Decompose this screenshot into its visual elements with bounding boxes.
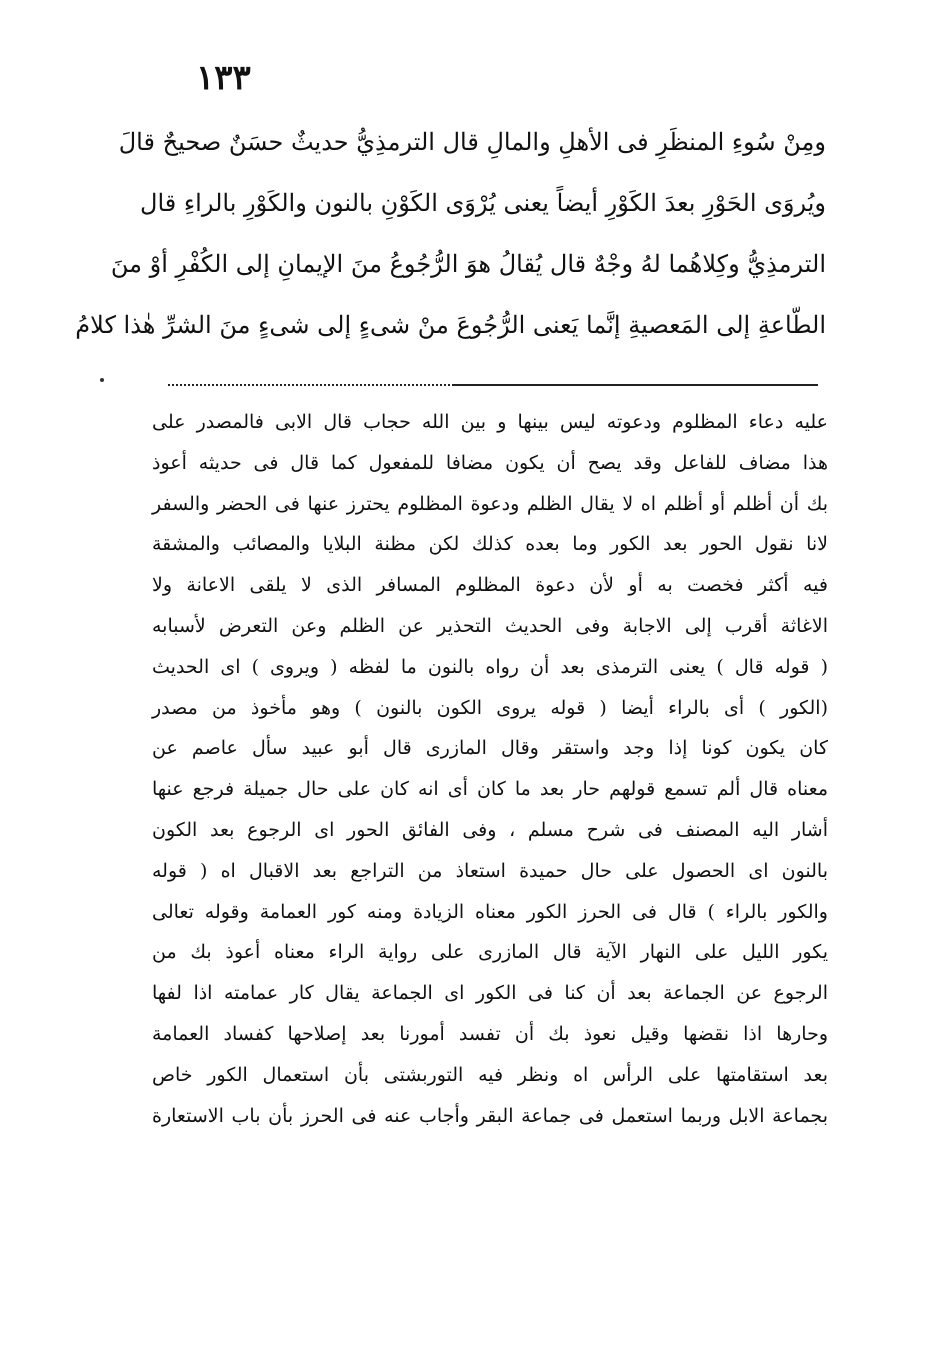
footnote-line: الاغاثة أقرب إلى الاجابة وفى الحديث التحذير عن الظلم وعن التعرض لأسبابه — [152, 614, 829, 637]
footnote-line: بجماعة الابل وربما استعمل فى جماعة البقر وأجاب عنه فى الحرز بأن باب الاستعارة — [152, 1104, 828, 1127]
footnote-line: لانا نقول الحور بعد الكور وما بعده كذلك لكن مظنة البلايا والمصائب والمشقة — [152, 533, 828, 556]
footnote-line: بعد استقامتها على الرأس اه ونظر فيه التوربشتى بأن استعمال الكور خاص — [152, 1063, 828, 1086]
footnote-block — [152, 402, 828, 1136]
separator-dotted-rule — [168, 384, 458, 386]
footnote-line: ( قوله قال ) يعنى الترمذى بعد أن رواه بالنون ما لفظه ( ويروى ) اى الحديث — [152, 655, 828, 678]
footnote-line: يكور الليل على النهار الآية قال المازرى على رواية الراء معناه أعوذ بك من — [152, 941, 828, 964]
footnote-line: عليه دعاء المظلوم ودعوته ليس بينها و بين الله حجاب قال الابى فالمصدر على — [152, 411, 828, 433]
footnote-line: بالنون اى الحصول على حال حميدة استعاذ من التراجع بعد الاقبال اه ( قوله — [152, 859, 828, 882]
footnote-line: هذا مضاف للفاعل وقد يصح أن يكون مضافا للمفعول كما قال فى حديثه أعوذ — [152, 451, 828, 474]
footnote-line: (الكور ) أى بالراء أيضا ( قوله يروى الكون بالنون ) وهو مأخوذ من مصدر — [152, 696, 828, 719]
footnote-line: فيه أكثر فخصت به أو لأن دعوة المظلوم المسافر الذى لا يلقى الاعانة ولا — [152, 574, 828, 597]
page-number: ١٣٣ — [196, 58, 251, 98]
footnote-line: معناه قال ألم تسمع قولهم حار بعد ما كان أى انه كان على حال جميلة فرجع عنها — [152, 778, 828, 801]
footnote-line: الرجوع عن الجماعة بعد أن كنا فى الكور اى الجماعة يقال كار عمامته اذا لفها — [152, 982, 828, 1005]
main-text-line: الترمذِيُّ وكِلاهُما لهُ وجْهٌ قال يُقالُ هوَ الرُّجُوعُ منَ الإيمانِ إلى الكُفْرِ أوْ منَ — [110, 250, 826, 278]
footnote-line: بك أن أظلم أو أظلم اه لا يقال الظلم ودعوة المظلوم يحترز عنها فى الحضر والسفر — [152, 492, 828, 515]
main-text-line: ويُروَى الحَوْرِ بعدَ الكَوْرِ أيضاً يعنى يُرْوَى الكَوْنِ بالنون والكَوْرِ بالراءِ قال — [140, 189, 826, 217]
main-text-line: الطّاعةِ إلى المَعصيةِ إنَّما يَعنى الرُّجُوعَ منْ شىءٍ إلى شىءٍ منَ الشرِّ هٰذا كلامُ — [75, 311, 826, 339]
main-text-line: ومِنْ سُوءِ المنظَرِ فى الأهلِ والمالِ قال الترمذِيُّ حديثٌ حسَنٌ صحيحٌ قالَ — [118, 128, 826, 156]
separator-solid-rule — [452, 384, 818, 386]
footnote-line: وحارها اذا نقضها وقيل نعوذ بك أن تفسد أمورنا بعد إصلاحها كفساد العمامة — [152, 1022, 828, 1045]
footnote-line: أشار اليه المصنف فى شرح مسلم ، وفى الفائق الحور اى الرجوع بعد الكون — [152, 818, 828, 841]
margin-dot — [100, 378, 104, 382]
main-text-block — [75, 112, 826, 356]
footnote-line: والكور بالراء ) قال فى الحرز الكور معناه الزيادة ومنه كور العمامة وقوله تعالى — [152, 900, 828, 923]
footnote-line: كان يكون كونا إذا وجد واستقر وقال المازرى قال أبو عبيد سأل عاصم عن — [152, 737, 828, 760]
